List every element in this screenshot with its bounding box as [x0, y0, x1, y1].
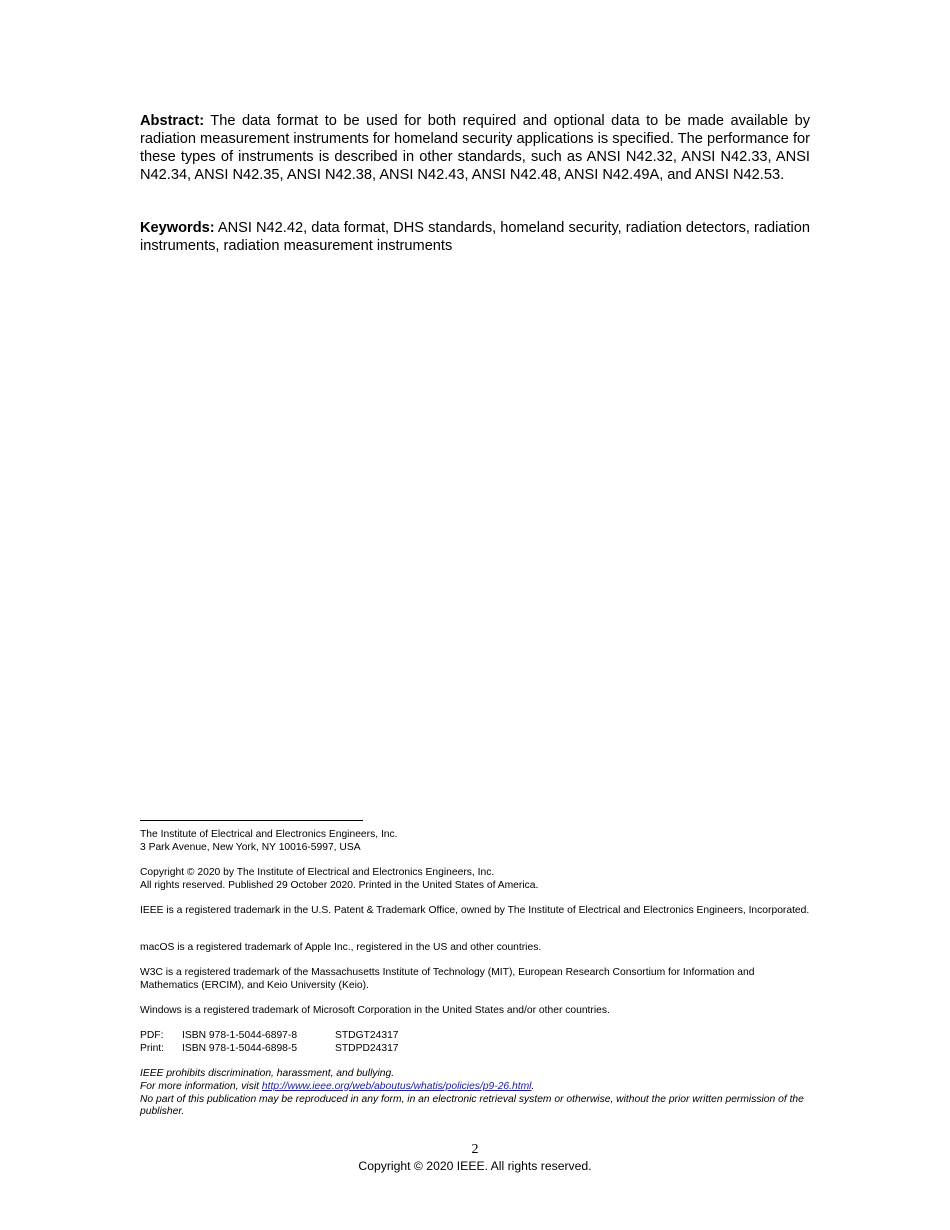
isbn-number: ISBN 978-1-5044-6897-8	[182, 1030, 298, 1041]
copyright-block	[140, 867, 810, 893]
ieee-trademark: IEEE is a registered trademark in the U.S. Patent & Trademark Office, owned by The Institute of Electrical and Electronics Engineers, Incorporated.	[140, 905, 810, 916]
page-number: 2	[471, 1142, 479, 1157]
publisher-name: The Institute of Electrical and Electronics Engineers, Inc.	[140, 829, 398, 840]
reproduction-notice: No part of this publication may be reproduced in any form, in an electronic retrieval system or otherwise, without the prior written permission of the publisher.	[140, 1093, 804, 1118]
footnote-divider	[140, 820, 363, 821]
rights-line: All rights reserved. Published 29 October 2020. Printed in the United States of America.	[140, 879, 539, 891]
windows-trademark: Windows is a registered trademark of Microsoft Corporation in the United States and/or other countries.	[140, 1005, 610, 1016]
policy-link[interactable]: http://www.ieee.org/web/aboutus/whatis/policies/p9-26.html	[261, 1080, 532, 1092]
keywords-label: Keywords:	[140, 220, 215, 236]
isbn-format: Print:	[140, 1042, 165, 1054]
keywords-text: ANSI N42.42, data format, DHS standards, homeland security, radiation detectors, radiation instruments, radiation measurement instruments	[140, 220, 810, 254]
isbn-product-code: STDPD24317	[335, 1042, 399, 1054]
isbn-product-code: STDGT24317	[335, 1030, 399, 1041]
abstract-text: The data format to be used for both required and optional data to be made available by radiation measurement instruments for homeland security applications is specified. The performance for these types of instruments is described in other standards, such as ANSI N42.32, ANSI N42.33, ANSI N42.34, ANSI N42.35, ANSI N42.38, ANSI N42.43, ANSI N42.48, ANSI N42.49A, and ANSI N42.53.	[140, 113, 810, 183]
isbn-number: ISBN 978-1-5044-6898-5	[182, 1042, 298, 1054]
page-footer-copyright: Copyright © 2020 IEEE. All rights reserved.	[358, 1159, 592, 1173]
publisher-block	[140, 829, 810, 855]
keywords-paragraph	[140, 219, 810, 255]
copyright-line: Copyright © 2020 by The Institute of Electrical and Electronics Engineers, Inc.	[140, 867, 495, 878]
isbn-row-pdf	[140, 1030, 399, 1043]
info-suffix: .	[531, 1080, 535, 1092]
macos-trademark: macOS is a registered trademark of Apple Inc., registered in the US and other countries.	[140, 942, 542, 953]
policy-line: IEEE prohibits discrimination, harassment, and bullying.	[140, 1068, 395, 1079]
legal-notice-block	[140, 1068, 810, 1119]
abstract-label: Abstract:	[140, 113, 205, 129]
w3c-trademark: W3C is a registered trademark of the Massachusetts Institute of Technology (MIT), European Research Consortium for Information and Mathematics (ERCIM), and Keio University (Keio).	[140, 967, 755, 991]
abstract-paragraph	[140, 112, 810, 184]
isbn-format: PDF:	[140, 1030, 164, 1041]
publisher-address: 3 Park Avenue, New York, NY 10016-5997, USA	[140, 841, 361, 853]
isbn-row-print	[140, 1043, 399, 1056]
info-prefix: For more information, visit	[140, 1080, 262, 1092]
isbn-table	[140, 1030, 399, 1056]
